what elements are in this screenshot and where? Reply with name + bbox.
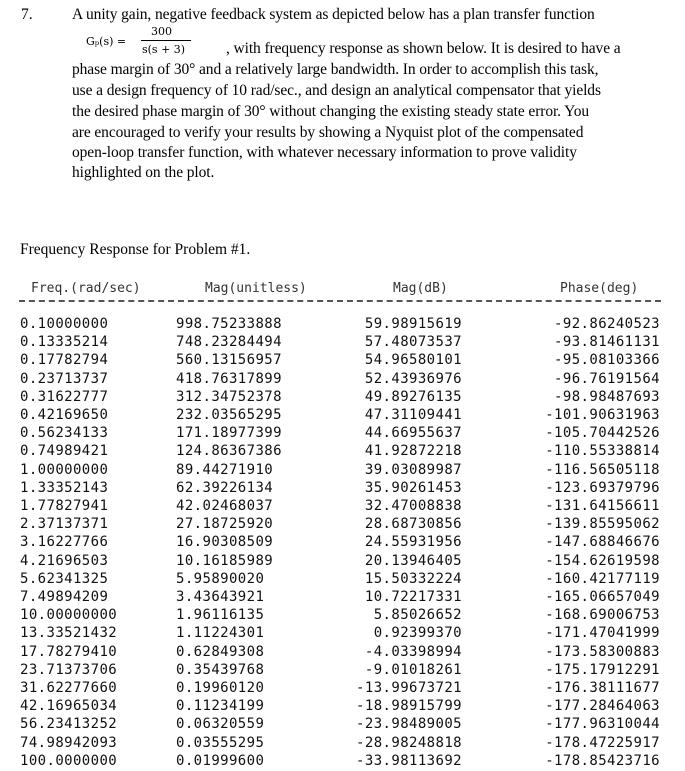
problem-text-line-2: , with frequency response as shown below. It is desired to have a bbox=[226, 40, 621, 57]
cell-phase: -178.85423716 bbox=[545, 752, 660, 769]
cell-freq: 23.71373706 bbox=[20, 661, 118, 678]
cell-phase: -131.64156611 bbox=[545, 498, 660, 514]
transfer-function-denominator: s(s + 3) bbox=[142, 43, 186, 56]
cell-mag-unitless: 998.75233888 bbox=[176, 316, 282, 332]
cell-mag-unitless: 124.86367386 bbox=[176, 443, 282, 460]
cell-mag-unitless: 418.76317899 bbox=[176, 370, 282, 387]
cell-phase: -101.90631963 bbox=[545, 407, 660, 423]
cell-phase: -123.69379796 bbox=[545, 479, 660, 496]
cell-freq: 74.98942093 bbox=[20, 734, 118, 751]
cell-phase: -177.28464063 bbox=[545, 698, 660, 715]
cell-mag-db: 47.31109441 bbox=[364, 407, 462, 423]
cell-freq: 1.77827941 bbox=[20, 498, 109, 514]
cell-freq: 0.31622777 bbox=[20, 388, 109, 405]
cell-phase: -178.47225917 bbox=[545, 734, 660, 751]
cell-phase: -105.70442526 bbox=[545, 425, 660, 442]
header-phase: Phase(deg) bbox=[560, 281, 639, 296]
table-row bbox=[0, 753, 685, 771]
section-title: Frequency Response for Problem #1. bbox=[20, 241, 251, 258]
cell-freq: 1.33352143 bbox=[20, 479, 109, 496]
cell-mag-unitless: 1.11224301 bbox=[176, 625, 265, 642]
table-row bbox=[0, 534, 685, 552]
table-row bbox=[0, 716, 685, 734]
cell-phase: -92.86240523 bbox=[554, 316, 660, 332]
cell-mag-unitless: 62.39226134 bbox=[176, 479, 274, 496]
cell-mag-unitless: 10.16185989 bbox=[176, 552, 274, 569]
cell-mag-db: 10.72217331 bbox=[364, 589, 462, 605]
cell-mag-db: 54.96580101 bbox=[364, 352, 462, 369]
fraction-bar bbox=[141, 40, 191, 41]
cell-mag-db: 44.66955637 bbox=[364, 425, 462, 442]
cell-mag-unitless: 312.34752378 bbox=[176, 388, 282, 405]
table-row bbox=[0, 680, 685, 698]
table-row bbox=[0, 316, 685, 334]
cell-mag-unitless: 560.13156957 bbox=[176, 352, 282, 369]
table-row bbox=[0, 735, 685, 753]
table-row bbox=[0, 425, 685, 443]
table-row bbox=[0, 625, 685, 643]
cell-mag-unitless: 0.06320559 bbox=[176, 716, 265, 733]
cell-freq: 31.62277660 bbox=[20, 680, 118, 696]
cell-phase: -168.69006753 bbox=[545, 607, 660, 624]
header-mag-unitless: Mag(unitless) bbox=[205, 281, 307, 296]
cell-phase: -139.85595062 bbox=[545, 516, 660, 533]
cell-phase: -173.58300883 bbox=[545, 643, 660, 660]
cell-phase: -98.98487693 bbox=[554, 388, 660, 405]
cell-freq: 56.23413252 bbox=[20, 716, 118, 733]
cell-freq: 10.00000000 bbox=[20, 607, 118, 624]
cell-freq: 0.56234133 bbox=[20, 425, 109, 442]
table-row bbox=[0, 389, 685, 407]
cell-mag-db: 5.85026652 bbox=[373, 607, 462, 624]
problem-text-line-1: A unity gain, negative feedback system as depicted below has a plan transfer function bbox=[72, 6, 595, 23]
cell-freq: 42.16965034 bbox=[20, 698, 118, 715]
table-row bbox=[0, 462, 685, 480]
cell-mag-unitless: 0.19960120 bbox=[176, 680, 265, 696]
cell-mag-unitless: 0.03555295 bbox=[176, 734, 265, 751]
cell-mag-db: -23.98489005 bbox=[356, 716, 462, 733]
cell-phase: -96.76191564 bbox=[554, 370, 660, 387]
header-divider bbox=[19, 300, 661, 302]
table-row bbox=[0, 698, 685, 716]
cell-mag-db: -9.01018261 bbox=[364, 661, 462, 678]
cell-mag-unitless: 1.96116135 bbox=[176, 607, 265, 624]
cell-mag-unitless: 748.23284494 bbox=[176, 334, 282, 351]
cell-mag-unitless: 232.03565295 bbox=[176, 407, 282, 423]
table-row bbox=[0, 553, 685, 571]
transfer-function-lhs: Gₚ(s) = bbox=[86, 35, 127, 48]
cell-mag-db: 59.98915619 bbox=[364, 316, 462, 332]
problem-text-line-7: open-loop transfer function, with whatever necessary information to prove validity bbox=[72, 144, 577, 161]
problem-text-line-8: highlighted on the plot. bbox=[72, 164, 215, 181]
cell-mag-unitless: 3.43643921 bbox=[176, 589, 265, 605]
cell-mag-db: 28.68730856 bbox=[364, 516, 462, 533]
cell-phase: -95.08103366 bbox=[554, 352, 660, 369]
table-row bbox=[0, 334, 685, 352]
cell-mag-unitless: 0.01999600 bbox=[176, 752, 265, 769]
cell-mag-db: 49.89276135 bbox=[364, 388, 462, 405]
cell-freq: 13.33521432 bbox=[20, 625, 118, 642]
table-row bbox=[0, 644, 685, 662]
cell-mag-unitless: 42.02468037 bbox=[176, 498, 274, 514]
table-row bbox=[0, 516, 685, 534]
transfer-function-numerator: 300 bbox=[151, 25, 172, 38]
cell-freq: 4.21696503 bbox=[20, 552, 109, 569]
table-row bbox=[0, 480, 685, 498]
cell-phase: -154.62619598 bbox=[545, 552, 660, 569]
problem-text-line-4: use a design frequency of 10 rad/sec., and design an analytical compensator that yields bbox=[72, 82, 601, 99]
table-row bbox=[0, 498, 685, 516]
cell-phase: -175.17912291 bbox=[545, 661, 660, 678]
cell-mag-unitless: 0.11234199 bbox=[176, 698, 265, 715]
problem-text-line-6: are encouraged to verify your results by showing a Nyquist plot of the compensated bbox=[72, 124, 584, 141]
cell-phase: -147.68846676 bbox=[545, 534, 660, 551]
cell-phase: -171.47041999 bbox=[545, 625, 660, 642]
cell-mag-db: 39.03089987 bbox=[364, 461, 462, 478]
problem-number: 7. bbox=[21, 6, 33, 23]
table-header bbox=[0, 281, 685, 299]
cell-freq: 17.78279410 bbox=[20, 643, 118, 660]
cell-mag-unitless: 0.62849308 bbox=[176, 643, 265, 660]
table-row bbox=[0, 443, 685, 461]
table-row bbox=[0, 571, 685, 589]
cell-freq: 5.62341325 bbox=[20, 570, 109, 587]
table-row bbox=[0, 407, 685, 425]
cell-freq: 1.00000000 bbox=[20, 461, 109, 478]
table-row bbox=[0, 352, 685, 370]
cell-mag-unitless: 27.18725920 bbox=[176, 516, 274, 533]
cell-mag-db: -28.98248818 bbox=[356, 734, 462, 751]
cell-freq: 100.0000000 bbox=[20, 752, 118, 769]
header-mag-db: Mag(dB) bbox=[393, 281, 448, 296]
cell-mag-db: -4.03398994 bbox=[364, 643, 462, 660]
cell-mag-db: 24.55931956 bbox=[364, 534, 462, 551]
cell-freq: 0.10000000 bbox=[20, 316, 109, 332]
cell-phase: -110.55338814 bbox=[545, 443, 660, 460]
cell-mag-db: 0.92399370 bbox=[373, 625, 462, 642]
table-row bbox=[0, 662, 685, 680]
cell-freq: 0.42169650 bbox=[20, 407, 109, 423]
cell-mag-unitless: 171.18977399 bbox=[176, 425, 282, 442]
cell-freq: 7.49894209 bbox=[20, 589, 109, 605]
cell-phase: -165.06657049 bbox=[545, 589, 660, 605]
cell-mag-db: 32.47008838 bbox=[364, 498, 462, 514]
cell-freq: 3.16227766 bbox=[20, 534, 109, 551]
cell-mag-db: 15.50332224 bbox=[364, 570, 462, 587]
cell-freq: 0.74989421 bbox=[20, 443, 109, 460]
cell-mag-db: 52.43936976 bbox=[364, 370, 462, 387]
cell-freq: 0.23713737 bbox=[20, 370, 109, 387]
cell-mag-db: -33.98113692 bbox=[356, 752, 462, 769]
table-row bbox=[0, 371, 685, 389]
cell-mag-unitless: 5.95890020 bbox=[176, 570, 265, 587]
cell-phase: -116.56505118 bbox=[545, 461, 660, 478]
cell-mag-db: 57.48073537 bbox=[364, 334, 462, 351]
cell-phase: -176.38111677 bbox=[545, 680, 660, 696]
cell-mag-unitless: 0.35439768 bbox=[176, 661, 265, 678]
cell-phase: -160.42177119 bbox=[545, 570, 660, 587]
cell-mag-db: 41.92872218 bbox=[364, 443, 462, 460]
cell-mag-unitless: 89.44271910 bbox=[176, 461, 274, 478]
problem-text-line-3: phase margin of 30° and a relatively large bandwidth. In order to accomplish this task, bbox=[72, 61, 599, 78]
table-row bbox=[0, 607, 685, 625]
header-freq: Freq.(rad/sec) bbox=[31, 281, 141, 296]
cell-phase: -177.96310044 bbox=[545, 716, 660, 733]
cell-mag-db: 20.13946405 bbox=[364, 552, 462, 569]
cell-mag-db: -13.99673721 bbox=[356, 680, 462, 696]
cell-mag-unitless: 16.90308509 bbox=[176, 534, 274, 551]
cell-freq: 0.17782794 bbox=[20, 352, 109, 369]
problem-text-line-5: the desired phase margin of 30° without changing the existing steady state error. You bbox=[72, 103, 589, 120]
table-row bbox=[0, 589, 685, 607]
cell-mag-db: 35.90261453 bbox=[364, 479, 462, 496]
cell-freq: 2.37137371 bbox=[20, 516, 109, 533]
cell-mag-db: -18.98915799 bbox=[356, 698, 462, 715]
cell-freq: 0.13335214 bbox=[20, 334, 109, 351]
cell-phase: -93.81461131 bbox=[554, 334, 660, 351]
